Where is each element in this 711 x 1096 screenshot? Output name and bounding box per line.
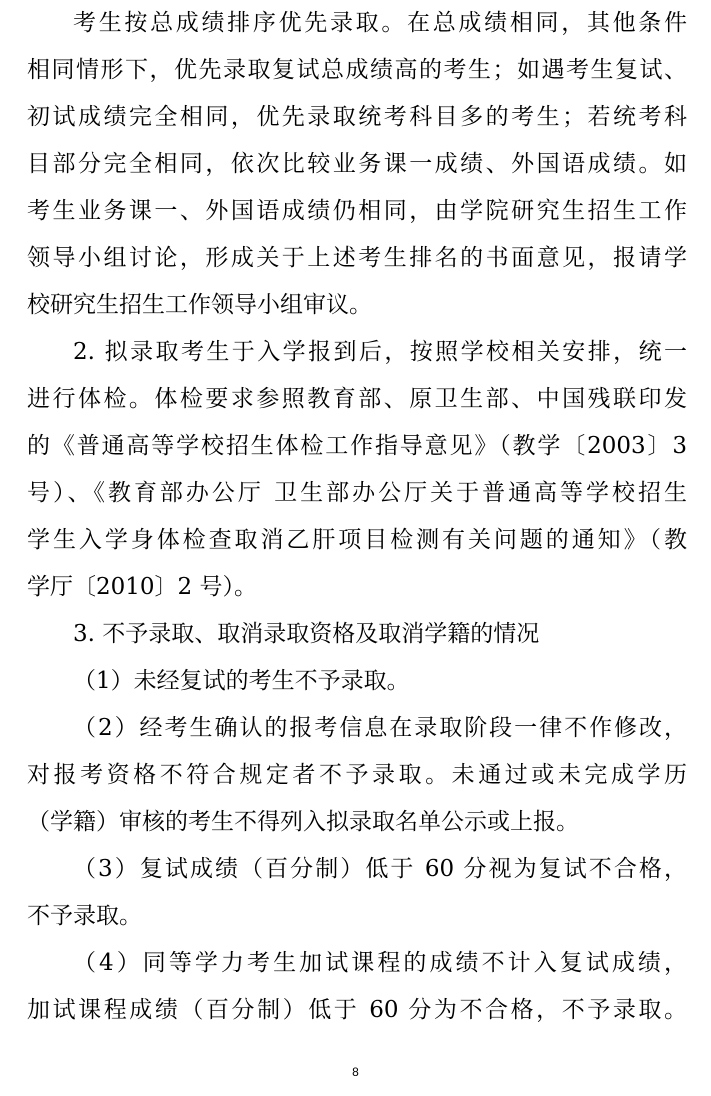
page-number: 8 [352, 1065, 359, 1079]
paragraph-line: 目部分完全相同，依次比较业务课一成绩、外国语成绩。如 [27, 151, 687, 177]
paragraph-line: 考生业务课一、外国语成绩仍相同，由学院研究生招生工作 [27, 198, 687, 224]
paragraph-line: 进行体检。体检要求参照教育部、原卫生部、中国残联印发 [27, 386, 687, 412]
list-item: （2）经考生确认的报考信息在录取阶段一律不作修改， [73, 715, 687, 741]
paragraph-line: 初试成绩完全相同，优先录取统考科目多的考生；若统考科 [27, 104, 687, 130]
section-heading: 3. 不予录取、取消录取资格及取消学籍的情况 [73, 621, 540, 647]
paragraph-line: 不予录取。 [27, 903, 142, 929]
list-item: （1）未经复试的考生不予录取。 [73, 668, 410, 694]
paragraph-line: 的《普通高等学校招生体检工作指导意见》（教学〔2003〕3 [27, 433, 687, 459]
paragraph-line: 相同情形下，优先录取复试总成绩高的考生；如遇考生复试、 [27, 57, 687, 83]
paragraph-line: 2. 拟录取考生于入学报到后，按照学校相关安排，统一 [73, 339, 687, 365]
list-item: （3）复试成绩（百分制）低于 60 分视为复试不合格， [73, 856, 687, 882]
paragraph-line: （学籍）审核的考生不得列入拟录取名单公示或上报。 [27, 809, 579, 835]
paragraph-line: 领导小组讨论，形成关于上述考生排名的书面意见，报请学 [27, 245, 687, 271]
paragraph-line: 校研究生招生工作领导小组审议。 [27, 292, 372, 318]
paragraph-line: 学生入学身体检查取消乙肝项目检测有关问题的通知》（教 [27, 527, 687, 553]
paragraph-line: 考生按总成绩排序优先录取。在总成绩相同，其他条件 [73, 10, 687, 36]
paragraph-line: 加试课程成绩（百分制）低于 60 分为不合格，不予录取。 [27, 997, 687, 1023]
list-item: （4）同等学力考生加试课程的成绩不计入复试成绩， [73, 950, 687, 976]
paragraph-line: 学厅〔2010〕2 号）。 [27, 574, 257, 600]
paragraph-line: 对报考资格不符合规定者不予录取。未通过或未完成学历 [27, 762, 687, 788]
paragraph-line: 号）、《教育部办公厅 卫生部办公厅关于普通高等学校招生 [27, 480, 687, 506]
